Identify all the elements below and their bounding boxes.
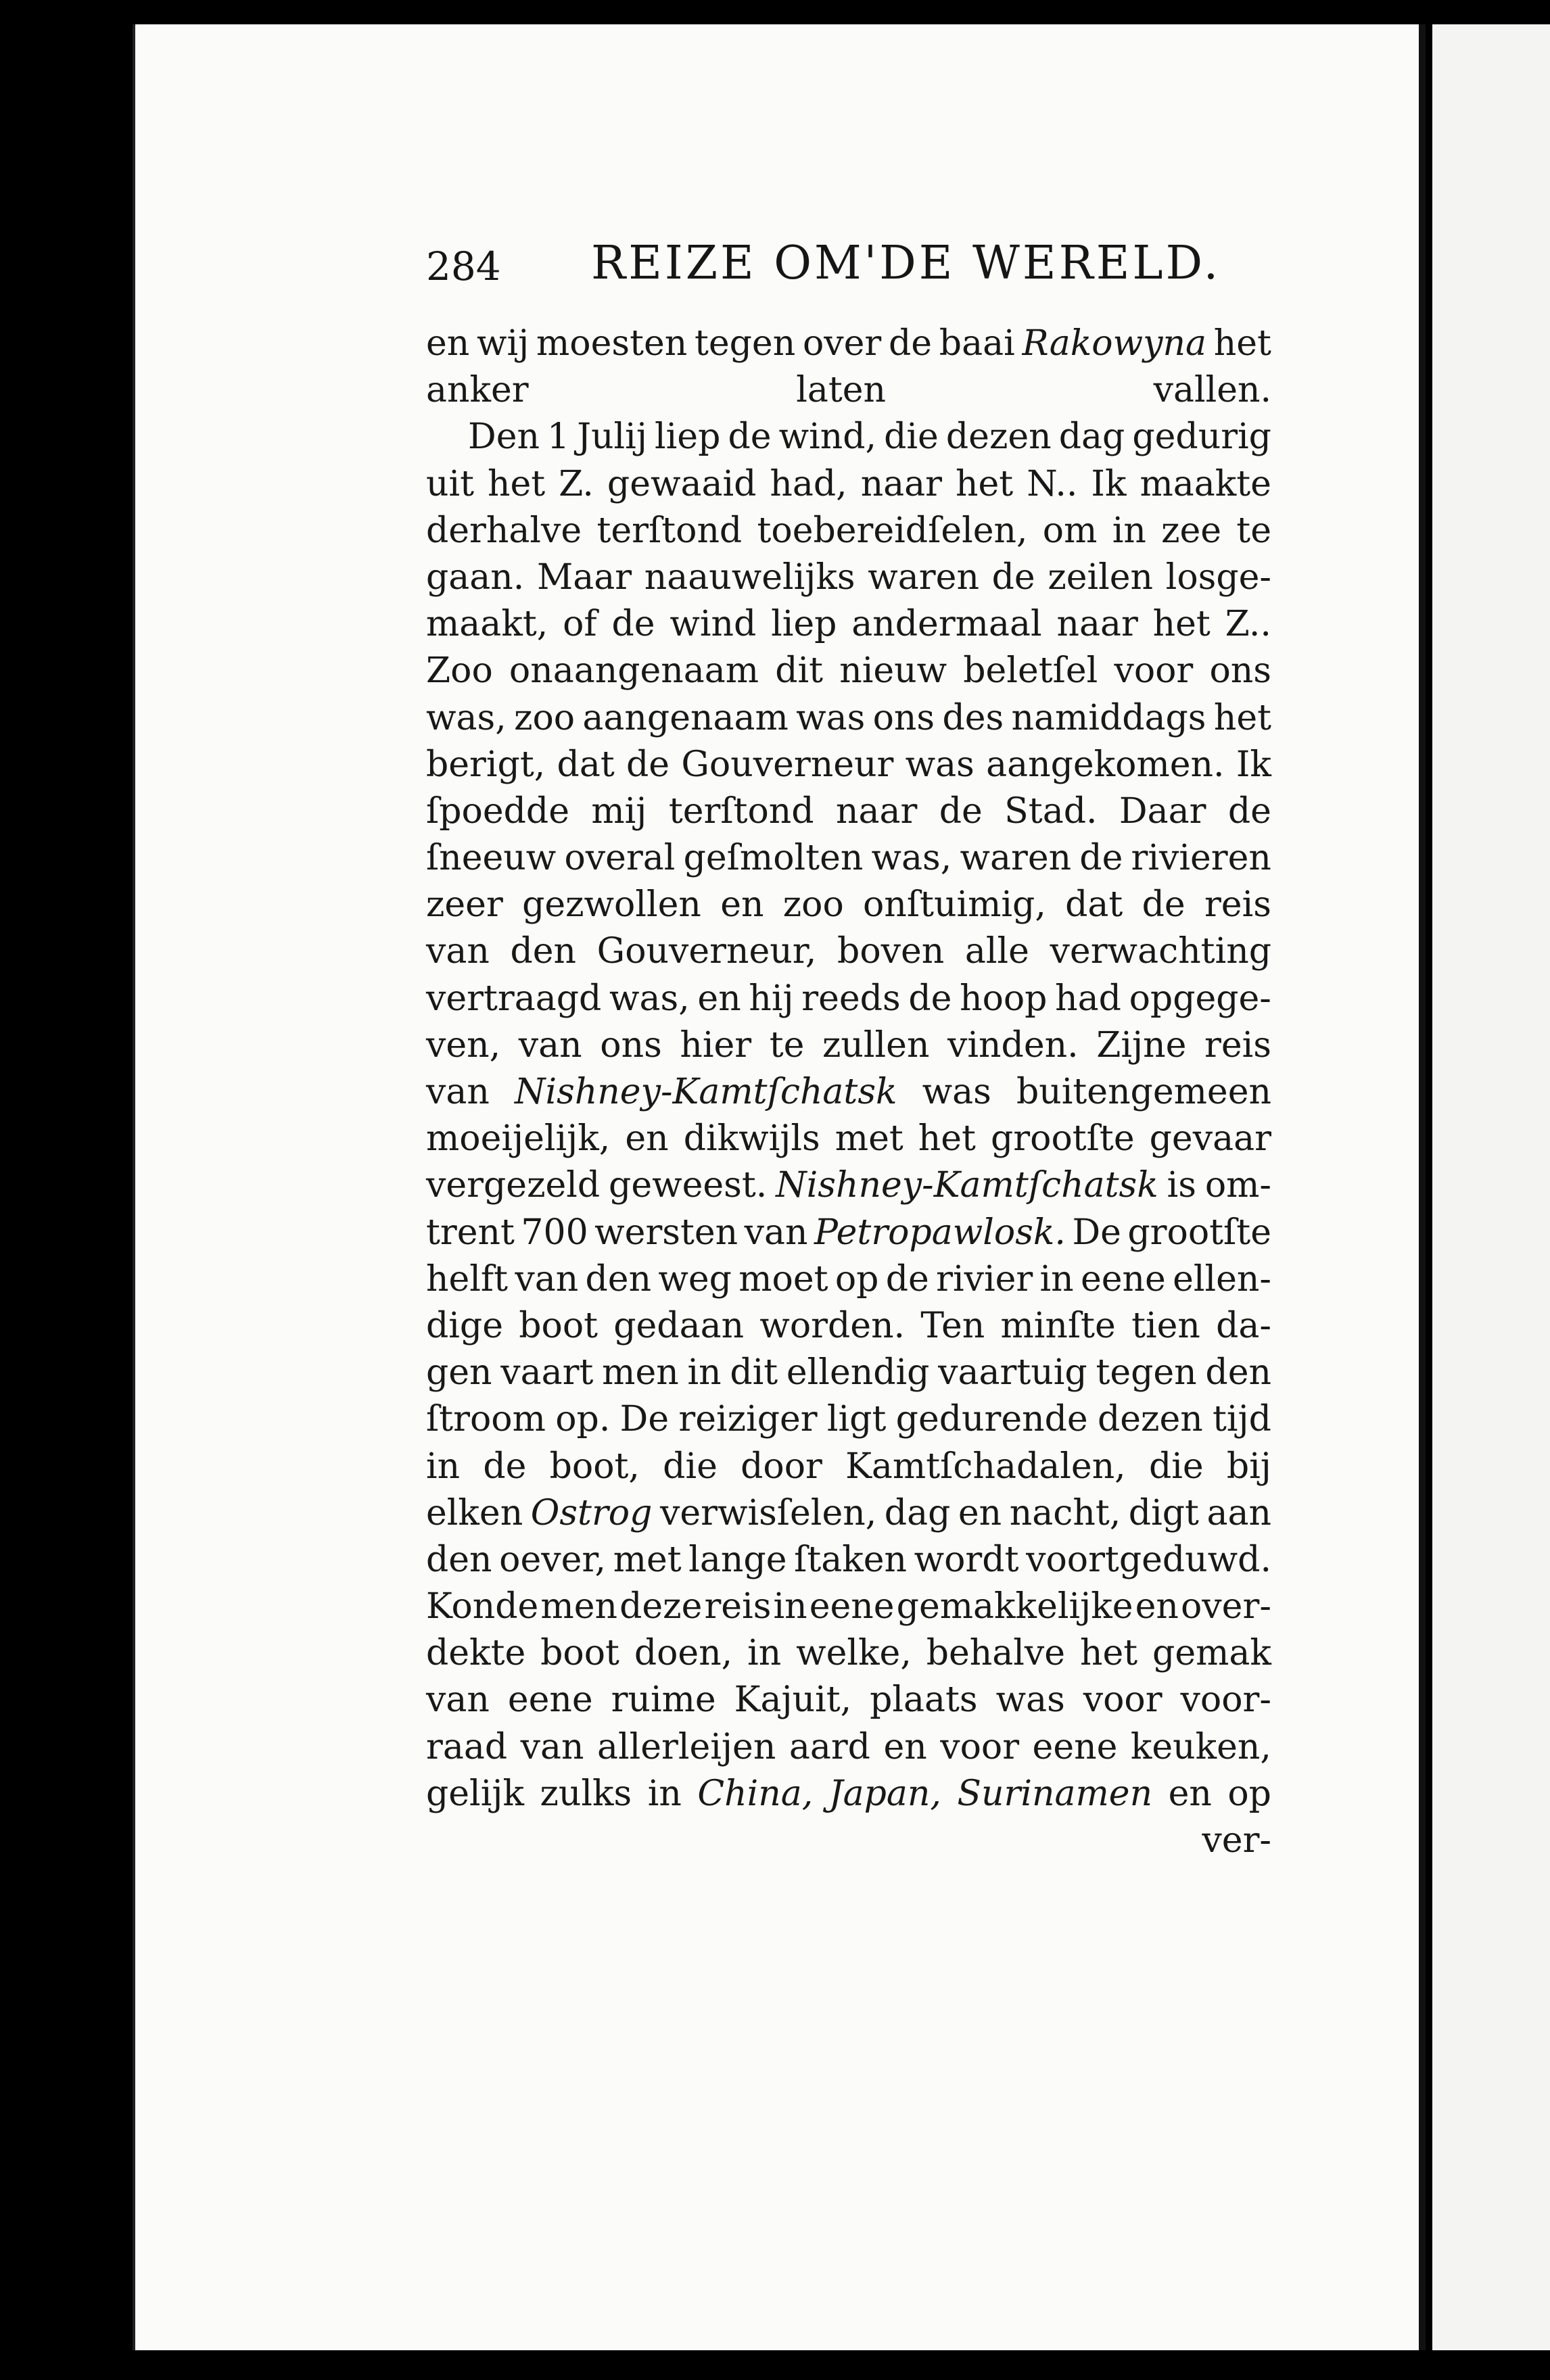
text-line [426, 1303, 1271, 1350]
text-word: vaartuig [938, 1352, 1087, 1394]
text-word: berigt, [426, 744, 546, 785]
text-word: en [720, 884, 764, 926]
text-word: reis [1204, 1024, 1271, 1066]
text-word: plaats [870, 1680, 978, 1721]
text-word: van [518, 1024, 582, 1066]
text-word: ſneeuw [426, 838, 557, 879]
text-word: wind, [778, 416, 877, 458]
text-word: verwisſelen, [659, 1492, 877, 1533]
text-word: anker [426, 370, 529, 411]
text-word: naar [1056, 604, 1138, 645]
text-word: te [769, 1024, 805, 1066]
text-word: en [1135, 1586, 1179, 1627]
text-word: gemak [1152, 1633, 1271, 1674]
text-word: was, [426, 697, 507, 738]
text-word: Nishney-Kamtſchatsk [776, 1165, 1158, 1206]
text-word: die [1148, 1446, 1204, 1487]
text-word: dit [775, 650, 824, 692]
text-word: de [1079, 838, 1123, 879]
text-word: Petropawlosk. [814, 1212, 1066, 1253]
text-word: dat [557, 744, 615, 785]
text-word: De [1072, 1212, 1121, 1253]
text-word: 1 [547, 416, 570, 458]
text-word: dezen [1098, 1399, 1203, 1440]
text-word: oever, [499, 1539, 607, 1580]
text-word: zeer [426, 884, 503, 926]
text-word: waren [868, 556, 979, 598]
text-word: geweest. [609, 1165, 768, 1206]
text-word: Ik [1091, 463, 1127, 504]
text-word: om [1042, 510, 1098, 551]
text-word: grootſte [991, 1118, 1135, 1160]
text-line [426, 414, 1271, 460]
text-word: en [697, 978, 741, 1019]
text-word: grootſte [1127, 1212, 1271, 1253]
text-word: reeds [801, 978, 901, 1019]
text-word: gezwollen [522, 884, 701, 926]
text-word: ſpoedde [426, 790, 569, 832]
text-word: reis [1204, 884, 1271, 926]
text-word: is [1167, 1165, 1196, 1206]
text-word: de [908, 978, 952, 1019]
text-word: gedurende [895, 1399, 1088, 1440]
text-word: boot [540, 1633, 619, 1674]
text-word: hij [749, 978, 794, 1019]
text-word: rivier [936, 1258, 1033, 1300]
text-word: de [483, 1446, 527, 1487]
text-word: behalve [926, 1633, 1066, 1674]
text-word: Gouverneur [681, 744, 894, 785]
text-word: Den [468, 416, 540, 458]
text-word: mij [591, 790, 647, 832]
text-word: de [626, 744, 670, 785]
text-word: naar [860, 463, 943, 504]
text-word: door [741, 1446, 822, 1487]
text-line [426, 601, 1271, 648]
text-word: minſte [1000, 1305, 1116, 1346]
text-word: voor [1083, 1680, 1162, 1721]
text-word: dikwijls [683, 1118, 820, 1160]
text-word: gelijk [426, 1773, 524, 1814]
text-word: tegen [1096, 1352, 1197, 1394]
text-word: dekte [426, 1633, 526, 1674]
text-word: in [687, 1352, 722, 1394]
text-word: was [995, 1680, 1065, 1721]
text-word: om- [1204, 1165, 1271, 1206]
text-word: de [889, 323, 933, 364]
text-word: van [426, 1680, 490, 1721]
text-word: China, [697, 1773, 814, 1814]
text-word: weg [658, 1258, 732, 1300]
text-word: Zoo [426, 650, 493, 692]
text-word: zoo [782, 884, 844, 926]
text-word: Zijne [1096, 1024, 1187, 1066]
text-word: de [611, 604, 655, 645]
text-word: da- [1216, 1305, 1271, 1346]
text-word: reis [704, 1586, 772, 1627]
text-line [426, 1677, 1271, 1723]
text-line [426, 1256, 1271, 1303]
text-word: beletſel [963, 650, 1098, 692]
text-word: zullen [822, 1024, 930, 1066]
text-word: aard [789, 1726, 870, 1767]
text-word: vertraagd [426, 978, 602, 1019]
text-word: andermaal [851, 604, 1042, 645]
text-word: baai [939, 323, 1015, 364]
text-word: van [426, 1072, 490, 1112]
text-word: was [922, 1072, 991, 1112]
text-word: in [426, 1446, 461, 1487]
text-word: men [540, 1586, 617, 1627]
text-word: trent [426, 1212, 515, 1253]
catchword: ver- [1202, 1820, 1271, 1861]
text-word: wordt [914, 1539, 1019, 1580]
text-word: onaangenaam [509, 650, 759, 692]
text-word: Ik [1236, 744, 1271, 785]
text-line [426, 1162, 1271, 1209]
text-word: in [773, 1586, 807, 1627]
text-word: ruime [611, 1680, 716, 1721]
text-word: ons [600, 1024, 662, 1066]
catchword-line [426, 1817, 1271, 1864]
text-word: des [942, 697, 1004, 738]
text-word: welke, [796, 1633, 912, 1674]
text-word: helft [426, 1258, 509, 1300]
text-word: die [663, 1446, 718, 1487]
text-word: en [426, 323, 470, 364]
text-word: vaart [500, 1352, 594, 1394]
text-word: gevaar [1149, 1118, 1271, 1160]
text-word: het [1079, 1633, 1138, 1674]
text-word: maakt, [426, 604, 548, 645]
text-line [426, 461, 1271, 508]
text-word: tegen [694, 323, 796, 364]
text-word: over [802, 323, 882, 364]
text-line [426, 367, 1271, 414]
text-word: ons [872, 697, 935, 738]
text-word: zeilen [1048, 556, 1154, 598]
text-line [426, 695, 1271, 742]
text-word: dag [884, 1492, 951, 1533]
text-word: worden. [759, 1305, 906, 1346]
text-word: zee [1161, 510, 1222, 551]
text-word: nieuw [839, 650, 947, 692]
text-word: moet [738, 1258, 828, 1300]
text-word: op [1227, 1773, 1271, 1814]
text-line [426, 1069, 1271, 1116]
text-word: namiddags [1011, 697, 1206, 738]
text-word: overal [564, 838, 676, 879]
text-word: ons [1209, 650, 1271, 692]
text-word: wind [670, 604, 757, 645]
text-word: vinden. [947, 1024, 1079, 1066]
text-word: ligt [826, 1399, 887, 1440]
text-word: van [426, 931, 490, 972]
text-word: voor [940, 1726, 1020, 1767]
text-word: dezen [945, 416, 1052, 458]
text-word: keuken, [1130, 1726, 1271, 1767]
text-word: in [647, 1773, 682, 1814]
text-word: was [796, 697, 866, 738]
text-word: waren [960, 838, 1072, 879]
text-word: aangenaam [582, 697, 789, 738]
text-word: Ostrog [530, 1492, 653, 1533]
text-word: dige [426, 1305, 503, 1346]
text-word: vergezeld [426, 1165, 601, 1206]
text-word: eene [1080, 1258, 1166, 1300]
text-word: deze [619, 1586, 703, 1627]
text-word: onſtuimig, [863, 884, 1046, 926]
text-word: terſtond [668, 790, 814, 832]
text-word: boven [837, 931, 945, 972]
text-word: boot [519, 1305, 598, 1346]
text-word: gedurig [1132, 416, 1271, 458]
text-line [426, 1771, 1271, 1817]
page-title: REIZE OM'DE WERELD. [591, 237, 1221, 290]
text-line [426, 788, 1271, 835]
text-word: terſtond [596, 510, 743, 551]
text-word: Kamtſchadalen, [845, 1446, 1126, 1487]
text-word: Z.. [1225, 604, 1271, 645]
text-line [426, 1022, 1271, 1069]
text-word: te [1236, 510, 1271, 551]
text-word: Rakowyna [1022, 323, 1206, 364]
text-word: in [747, 1633, 782, 1674]
text-word: het [1213, 697, 1271, 738]
text-word: was [905, 744, 974, 785]
text-word: voor [1114, 650, 1194, 692]
text-word: Stad. [1004, 790, 1098, 832]
text-word: of [563, 604, 597, 645]
text-word: verwachting [1050, 931, 1271, 972]
text-word: de [991, 556, 1035, 598]
text-word: in [1112, 510, 1146, 551]
text-line [426, 835, 1271, 882]
text-word: derhalve [426, 510, 582, 551]
text-word: zoo [514, 697, 576, 738]
text-word: die [884, 416, 939, 458]
text-word: N.. [1027, 463, 1078, 504]
text-word: het [488, 463, 546, 504]
page-number: 284 [426, 243, 501, 289]
text-word: uit [426, 463, 475, 504]
text-word: voor- [1180, 1680, 1271, 1721]
text-word: liep [655, 416, 721, 458]
text-line [426, 1210, 1271, 1256]
text-line [426, 1490, 1271, 1537]
text-word: over- [1181, 1586, 1271, 1627]
text-word: maakte [1140, 463, 1271, 504]
text-word: van [520, 1726, 584, 1767]
text-word: gewaaid [607, 463, 757, 504]
text-word: en [883, 1726, 927, 1767]
body-text [426, 320, 1271, 1864]
text-word: losge- [1165, 556, 1271, 598]
text-word: Ten [920, 1305, 985, 1346]
text-word: moesten [536, 323, 688, 364]
text-word: van [515, 1258, 579, 1300]
text-word: toebereidſelen, [757, 510, 1028, 551]
text-word: zulks [540, 1773, 632, 1814]
text-word: tien [1131, 1305, 1200, 1346]
text-word: nacht, [1009, 1492, 1121, 1533]
text-line [426, 1584, 1271, 1630]
text-word: de [728, 416, 772, 458]
text-line [426, 928, 1271, 975]
text-word: het [918, 1118, 976, 1160]
text-word: naauwelijks [644, 556, 855, 598]
text-word: was, [871, 838, 952, 879]
text-word: moeijelijk, [426, 1118, 611, 1160]
text-word: de [1227, 790, 1271, 832]
text-word: rivieren [1131, 838, 1271, 879]
text-word: Surinamen [957, 1773, 1153, 1814]
text-word: gaan. [426, 556, 525, 598]
text-word: opgege- [1129, 978, 1271, 1019]
text-word: De [619, 1399, 670, 1440]
text-word: Z. [559, 463, 594, 504]
text-line [426, 1630, 1271, 1677]
text-word: gemakkelijke [896, 1586, 1133, 1627]
text-word: Julij [577, 416, 647, 458]
text-word: Konde [426, 1586, 539, 1627]
text-word: eene [507, 1680, 593, 1721]
text-line [426, 1724, 1271, 1771]
text-word: wij [477, 323, 530, 364]
text-word: Japan, [828, 1773, 941, 1814]
text-word: met [613, 1539, 682, 1580]
text-word: Nishney-Kamtſchatsk [515, 1072, 897, 1112]
text-word: ſtroom [426, 1399, 546, 1440]
text-word: de [1142, 884, 1185, 926]
text-word: de [939, 790, 983, 832]
text-word: raad [426, 1726, 508, 1767]
text-word: digt [1128, 1492, 1199, 1533]
text-word: liep [771, 604, 837, 645]
text-word: dit [730, 1352, 778, 1394]
text-line [426, 742, 1271, 788]
text-word: naar [835, 790, 918, 832]
text-word: vallen. [1153, 370, 1271, 411]
text-line [426, 554, 1271, 601]
text-word: het [1213, 323, 1271, 364]
text-word: wersten [594, 1212, 738, 1253]
text-word: Daar [1119, 790, 1206, 832]
adjacent-page-edge [1432, 24, 1550, 2350]
text-word: elken [426, 1492, 523, 1533]
text-word: hoop [960, 978, 1048, 1019]
text-line [426, 508, 1271, 554]
text-word: op [835, 1258, 879, 1300]
text-word: buitengemeen [1016, 1072, 1271, 1112]
text-word: Maar [536, 556, 632, 598]
text-line [426, 648, 1271, 694]
text-word: het [956, 463, 1014, 504]
text-word: allerleijen [597, 1726, 776, 1767]
text-word: ven, [426, 1024, 501, 1066]
text-word: en [1168, 1773, 1212, 1814]
text-word: voortgeduwd. [1026, 1539, 1271, 1580]
text-word: met [835, 1118, 903, 1160]
text-line [426, 882, 1271, 928]
text-word: ſtaken [794, 1539, 907, 1580]
text-word: laten [796, 370, 886, 411]
text-word: den [585, 1258, 652, 1300]
text-line [426, 320, 1271, 367]
text-line [426, 1350, 1271, 1396]
text-word: den [510, 931, 577, 972]
text-word: had [1055, 978, 1121, 1019]
text-word: en [625, 1118, 669, 1160]
text-word: aangekomen. [986, 744, 1225, 785]
text-word: lange [688, 1539, 787, 1580]
text-word: Kajuit, [734, 1680, 852, 1721]
text-line [426, 1116, 1271, 1162]
text-word: Gouverneur, [596, 931, 817, 972]
text-word: alle [964, 931, 1029, 972]
text-word: had, [770, 463, 847, 504]
text-word: gedaan [613, 1305, 745, 1346]
text-word: eene [809, 1586, 895, 1627]
text-word: gen [426, 1352, 492, 1394]
running-head [426, 237, 1474, 298]
text-word: dag [1058, 416, 1125, 458]
text-line [426, 976, 1271, 1022]
text-line [426, 1396, 1271, 1443]
text-word: op. [555, 1399, 611, 1440]
text-word: de [885, 1258, 929, 1300]
text-word: den [1205, 1352, 1271, 1394]
text-word: was, [609, 978, 690, 1019]
text-word: ellendig [786, 1352, 930, 1394]
text-word: den [426, 1539, 492, 1580]
text-word: het [1152, 604, 1211, 645]
text-word: en [958, 1492, 1002, 1533]
text-word: tijd [1213, 1399, 1271, 1440]
text-word: geſmolten [683, 838, 864, 879]
text-word: van [744, 1212, 808, 1253]
text-word: boot, [549, 1446, 640, 1487]
text-line [426, 1444, 1271, 1490]
text-word: ellen- [1173, 1258, 1271, 1300]
text-word: doen, [634, 1633, 733, 1674]
text-word: in [1039, 1258, 1074, 1300]
text-word: eene [1032, 1726, 1118, 1767]
text-line [426, 1537, 1271, 1584]
text-word: men [602, 1352, 679, 1394]
text-word: reiziger [678, 1399, 818, 1440]
text-word: bij [1226, 1446, 1271, 1487]
text-word: dat [1065, 884, 1123, 926]
text-word: aan [1206, 1492, 1271, 1533]
text-word: 700 [521, 1212, 588, 1253]
text-word: hier [680, 1024, 752, 1066]
